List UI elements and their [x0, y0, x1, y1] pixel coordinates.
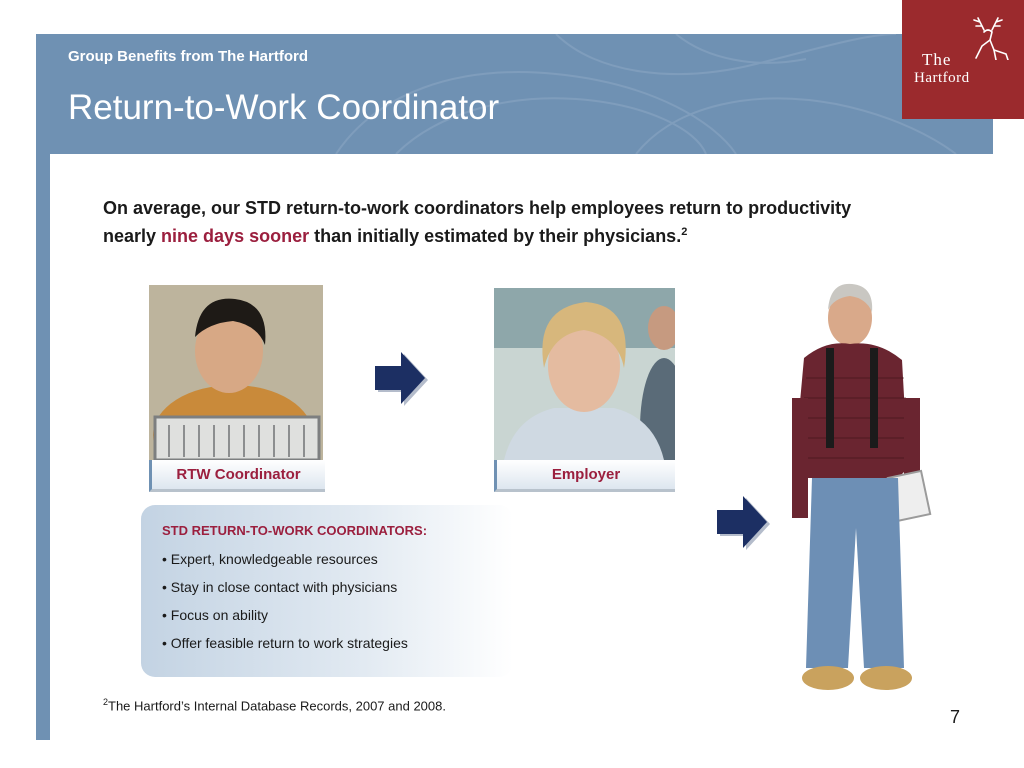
footnote [103, 697, 446, 713]
employee-photo [786, 278, 934, 712]
list-item: • Offer feasible return to work strategies [162, 635, 408, 651]
info-box-title: STD RETURN-TO-WORK COORDINATORS: [162, 523, 428, 538]
intro-text-before: On average, our STD return-to-work coordinators help employees return to productivity nearly [103, 198, 852, 246]
intro-highlight: nine days sooner [161, 226, 310, 246]
header-subtitle: Group Benefits from The Hartford [68, 48, 309, 65]
list-item: • Focus on ability [162, 607, 269, 623]
intro-text-after: than initially estimated by their physicians. [309, 226, 682, 246]
page-number: 7 [950, 707, 961, 727]
employer-label: Employer [494, 460, 675, 492]
info-box-list [162, 549, 408, 661]
arrow-right-icon [716, 494, 772, 552]
rtw-coordinator-photo [149, 285, 323, 460]
footnote-text: The Hartford’s Internal Database Records, 2007 and 2008. [108, 698, 446, 714]
logo-text-hartford: Hartford [914, 70, 970, 86]
hartford-logo [902, 0, 1024, 119]
list-item: • Expert, knowledgeable resources [162, 551, 378, 567]
slide-header [36, 34, 993, 154]
stag-icon [968, 10, 1014, 60]
coordinator-info-box [141, 505, 513, 677]
slide-title: Return-to-Work Coordinator [68, 88, 500, 127]
rtw-coordinator-label: RTW Coordinator [149, 460, 325, 492]
intro-footnote-ref: 2 [681, 226, 688, 238]
footnote-ref: 2 [103, 697, 109, 707]
intro-statement [103, 196, 893, 248]
arrow-right-icon [374, 350, 430, 408]
logo-text-the: The [922, 50, 952, 69]
list-item: • Stay in close contact with physicians [162, 579, 398, 595]
employer-photo [494, 288, 675, 460]
